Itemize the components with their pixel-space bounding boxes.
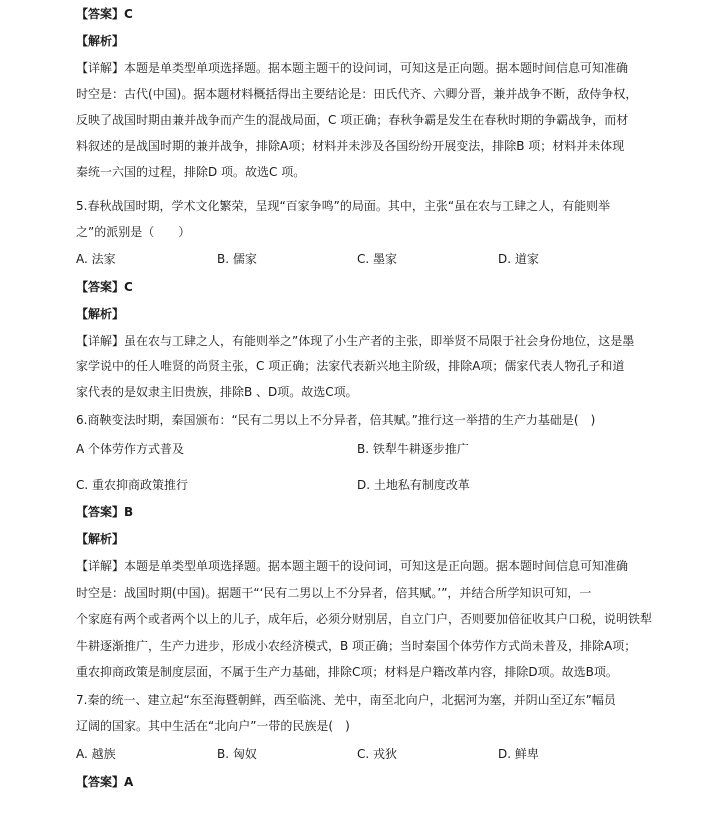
detail-line: 家代表的是奴隶主旧贵族，排除B 、D项。故选C项。 — [76, 385, 358, 399]
detail-line: 【详解】本题是单类型单项选择题。据本题主题干的设问词，可知这是正向题。据本题时间信息可知准确 — [76, 61, 629, 75]
detail-line: 时空是：古代(中国)。据本题材料概括得出主要结论是：田氏代齐、六卿分晋，兼并战争不断，敌侍争权， — [76, 87, 638, 101]
option-q5-d: D. 道家 — [498, 252, 539, 266]
option-q5-a: A. 法家 — [76, 252, 116, 266]
detail-line: 个家庭有两个或者两个以上的儿子，成年后，必须分财别居，自立门户，否则要加倍征收其户口税，说明铁犁 — [76, 612, 653, 626]
detail-line: 家学说中的任人唯贤的尚贤主张，C 项正确；法家代表新兴地主阶级，排除A项；儒家代表人物孔子和道 — [76, 359, 625, 373]
detail-line: 重农抑商政策是制度层面，不属于生产力基础，排除C项；材料是户籍改革内容，排除D项。故选B项。 — [76, 665, 618, 679]
question-7-line: 7.秦的统一、建立起“东至海暨朝鲜，西至临洮、羌中，南至北向户，北据河为塞，并阴山至辽东”幅员 — [76, 693, 616, 707]
option-q6-b: B. 铁犁牛耕逐步推广 — [357, 442, 469, 456]
option-q7-a: A. 越族 — [76, 747, 116, 761]
question-7-line: 辽阔的国家。其中生活在“北向户”一带的民族是( ) — [76, 719, 350, 733]
answer-label-q6: 【答案】B — [76, 505, 134, 519]
analysis-label-q5: 【解析】 — [76, 307, 125, 321]
option-q7-d: D. 鲜卑 — [498, 747, 539, 761]
analysis-label-q4: 【解析】 — [76, 34, 125, 48]
detail-line: 秦统一六国的过程，排除D 项。故选C 项。 — [76, 165, 306, 179]
detail-line: 料叙述的是战国时期的兼并战争，排除A项；材料并未涉及各国纷纷开展变法，排除B 项；材料并未体现 — [76, 139, 625, 153]
option-q7-b: B. 匈奴 — [217, 747, 257, 761]
option-q5-b: B. 儒家 — [217, 252, 257, 266]
analysis-label-q6: 【解析】 — [76, 532, 125, 546]
question-6-line: 6.商鞅变法时期，秦国颁布：“民有二男以上不分异者，倍其赋。”推行这一举措的生产力基础是( ) — [76, 413, 596, 427]
question-5-line: 之”的派别是（ ） — [76, 225, 191, 239]
option-q6-d: D. 土地私有制度改革 — [357, 478, 470, 492]
detail-line: 【详解】虽在农与工肆之人，有能则举之”体现了小生产者的主张，即举贤不局限于社会身份地位，这是墨 — [76, 334, 635, 348]
question-5-line: 5.春秋战国时期，学术文化繁荣，呈现“百家争鸣”的局面。其中，主张“虽在农与工肆之人，有能则举 — [76, 199, 611, 213]
option-q6-c: C. 重农抑商政策推行 — [76, 478, 189, 492]
option-q6-a: A 个体劳作方式普及 — [76, 442, 185, 456]
option-q7-c: C. 戎狄 — [357, 747, 398, 761]
detail-line: 牛耕逐渐推广，生产力进步，形成小农经济模式，B 项正确；当时秦国个体劳作方式尚未普及，排除A项； — [76, 639, 637, 653]
detail-line: 【详解】本题是单类型单项选择题。据本题主题干的设问词，可知这是正向题。据本题时间信息可知准确 — [76, 559, 629, 573]
detail-line: 时空是：战国时期(中国)。据题干“‘民有二男以上不分异者，倍其赋。’”，并结合所学知识可知，一 — [76, 586, 592, 600]
answer-label-q7: 【答案】A — [76, 775, 134, 789]
answer-label-q5: 【答案】C — [76, 280, 133, 294]
option-q5-c: C. 墨家 — [357, 252, 398, 266]
answer-label-q4: 【答案】C — [76, 7, 133, 21]
detail-line: 反映了战国时期由兼并战争而产生的混战局面，C 项正确；春秋争霸是发生在春秋时期的争霸战争，而材 — [76, 113, 629, 127]
